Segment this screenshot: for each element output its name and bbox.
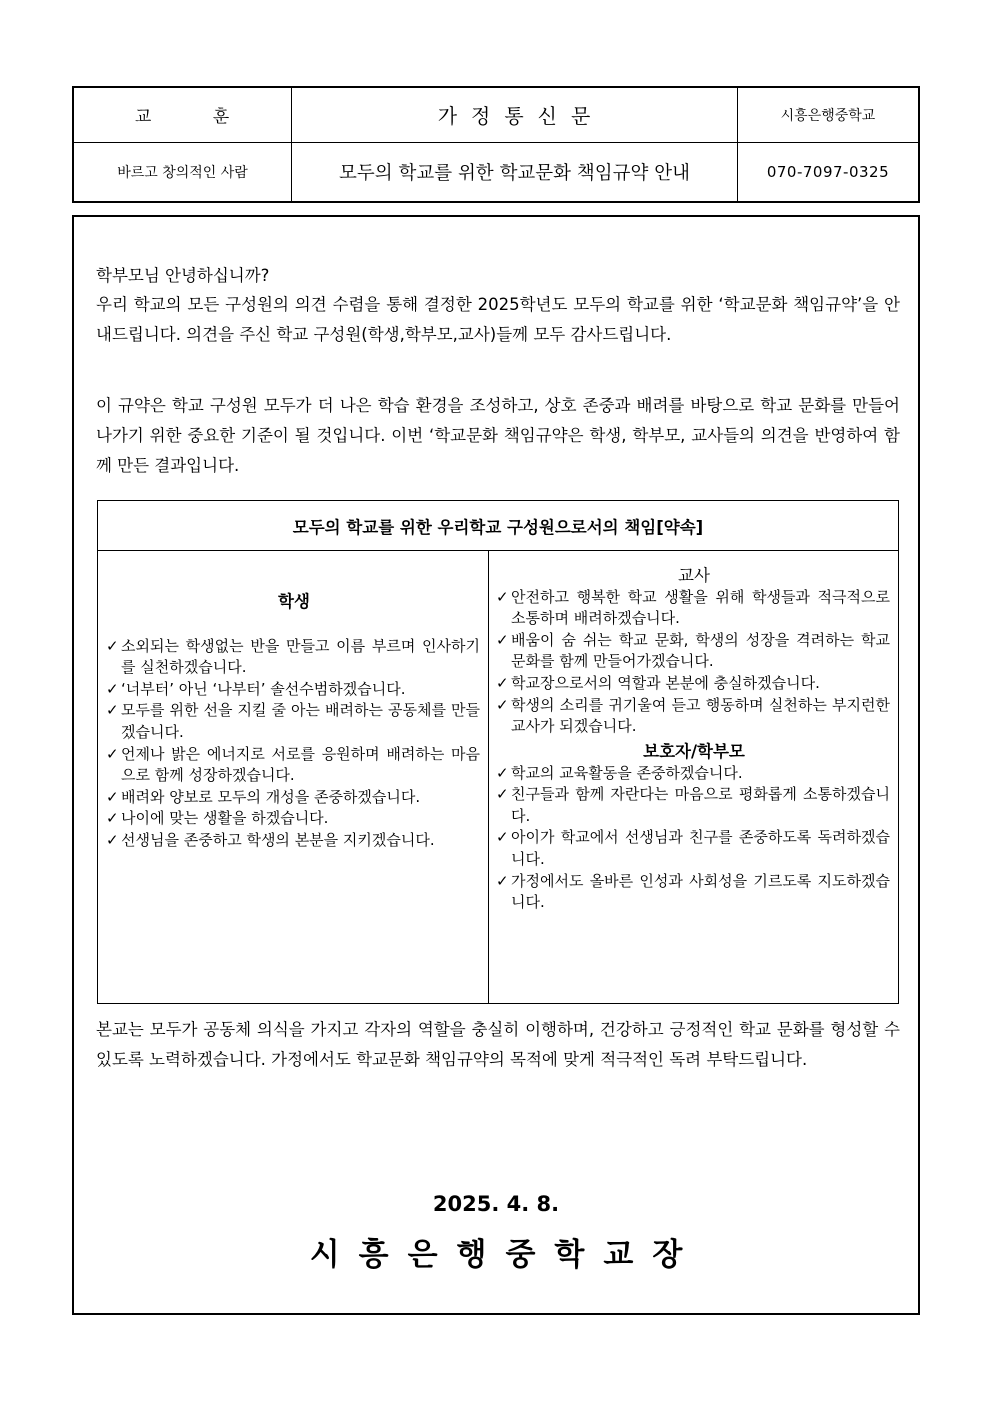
school-phone: 070-7097-0325: [738, 142, 919, 201]
list-item: ✓ 배움이 숨 쉬는 학교 문화, 학생의 성장을 격려하는 학교 문화를 함께 만들어가겠습니다.: [498, 630, 890, 673]
list-item: ✓ 안전하고 행복한 학교 생활을 위해 학생들과 적극적으로 소통하며 배려하겠습니다.: [498, 587, 890, 630]
list-item: ✓ 언제나 밝은 에너지로 서로를 응원하며 배려하는 마음으로 함께 성장하겠습니다.: [108, 744, 480, 787]
main-content: [72, 215, 920, 1315]
issue-date: 2025. 4. 8.: [432, 1192, 560, 1216]
students-section: [108, 591, 480, 852]
list-item: ✓ 친구들과 함께 자란다는 마음으로 평화롭게 소통하겠습니다.: [498, 784, 890, 827]
column-divider: [488, 550, 489, 1003]
greeting: 학부모님 안녕하십니까?: [96, 266, 270, 285]
teachers-title: 교사: [678, 566, 710, 585]
document-subtitle: 모두의 학교를 위한 학교문화 책임규약 안내: [292, 142, 738, 201]
pledge-table: [97, 500, 899, 1004]
closing-paragraph: 본교는 모두가 공동체 의식을 가지고 각자의 역할을 충실히 이행하며, 건강하고 긍정적인 학교 문화를 형성할 수 있도록 노력하겠습니다. 가정에서도 학교문화 책임규약의 목적에 맞게 적극적인 독려 부탁드립니다.: [96, 1020, 900, 1069]
list-item: ✓ 학교장으로서의 역할과 본분에 충실하겠습니다.: [498, 673, 890, 695]
principal-signature: 시흥은행중학교장: [309, 1237, 702, 1273]
teachers-section: [498, 565, 890, 738]
list-item: ✓ 가정에서도 올바른 인성과 사회성을 기르도록 지도하겠습니다.: [498, 871, 890, 914]
list-item: ✓ 나이에 맞는 생활을 하겠습니다.: [108, 808, 480, 830]
students-title: 학생: [278, 592, 310, 611]
list-item: ✓ 배려와 양보로 모두의 개성을 존중하겠습니다.: [108, 787, 480, 809]
parents-section: [498, 741, 890, 914]
motto-label: 교 훈: [74, 88, 292, 142]
document-title: 가정통신문: [292, 88, 738, 142]
header-table: [72, 86, 920, 203]
school-motto: 바르고 창의적인 사람: [74, 142, 292, 201]
list-item: ✓ 학교의 교육활동을 존중하겠습니다.: [498, 763, 890, 785]
list-item: ✓ 학생의 소리를 귀기울여 듣고 행동하며 실천하는 부지런한 교사가 되겠습니다.: [498, 695, 890, 738]
school-name: 시흥은행중학교: [738, 88, 919, 142]
list-item: ✓ ‘너부터’ 아닌 ‘나부터’ 솔선수범하겠습니다.: [108, 679, 480, 701]
purpose-paragraph: 이 규약은 학교 구성원 모두가 더 나은 학습 환경을 조성하고, 상호 존중과 배려를 바탕으로 학교 문화를 만들어 나가기 위한 중요한 기준이 될 것입니다. 이번 ‘학교문화 책임규약은 학생, 학부모, 교사들의 의견을 반영하여 함께 만든 결과입니다.: [96, 396, 900, 475]
list-item: ✓ 선생님을 존중하고 학생의 본분을 지키겠습니다.: [108, 830, 480, 852]
pledge-heading: 모두의 학교를 위한 우리학교 구성원으로서의 책임[약속]: [98, 501, 898, 551]
list-item: ✓ 아이가 학교에서 선생님과 친구를 존중하도록 독려하겠습니다.: [498, 827, 890, 870]
intro-paragraph: 우리 학교의 모든 구성원의 의견 수렴을 통해 결정한 2025학년도 모두의 학교를 위한 ‘학교문화 책임규약’을 안내드립니다. 의견을 주신 학교 구성원(학생,학부모,교사)들께 모두 감사드립니다.: [96, 295, 900, 344]
list-item: ✓ 소외되는 학생없는 반을 만들고 이름 부르며 인사하기를 실천하겠습니다.: [108, 636, 480, 679]
list-item: ✓ 모두를 위한 선을 지킬 줄 아는 배려하는 공동체를 만들겠습니다.: [108, 700, 480, 743]
parents-title: 보호자/학부모: [643, 742, 745, 761]
